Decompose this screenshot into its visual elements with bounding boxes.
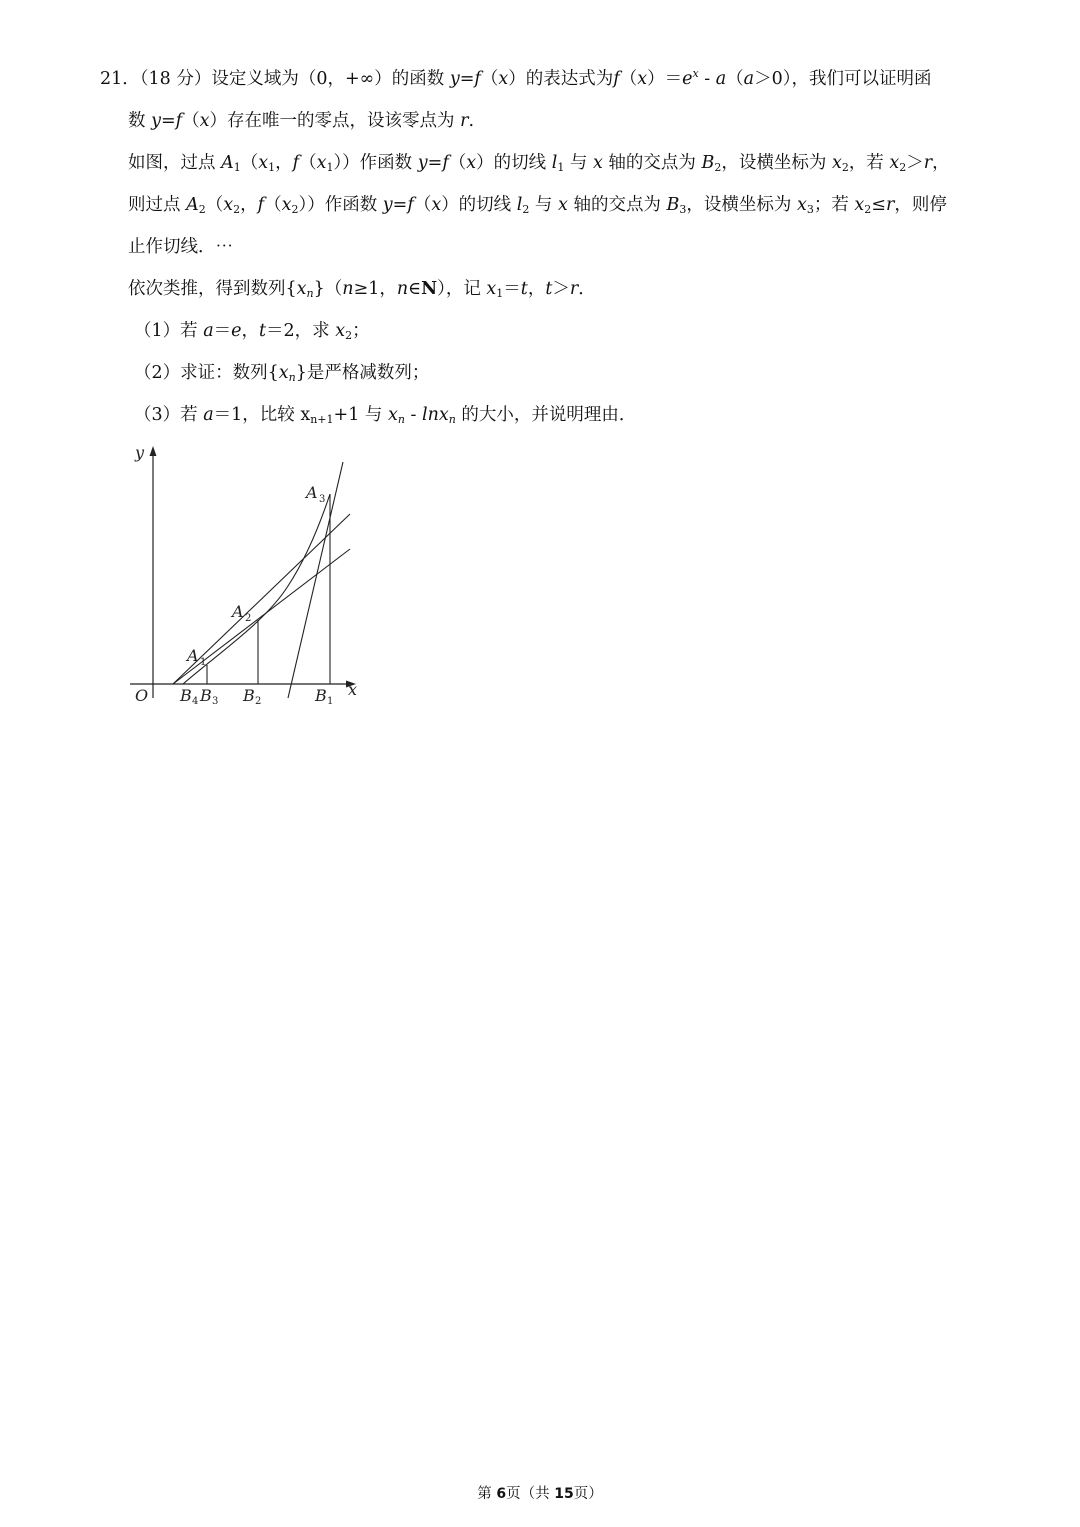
question-line-3: 如图，过点 $A_1(x_1$，$f(x_1)$）作函数 y=f（x）的切线 $l_1$ 与 x 轴的交点为 $B_2$，设横坐标为 $x_2$，若 $x_2>r$， bbox=[128, 153, 950, 174]
point-label-B4: B bbox=[180, 686, 192, 705]
point-label-A2: A bbox=[232, 602, 244, 621]
svg-text:3: 3 bbox=[319, 494, 326, 505]
tangent-figure bbox=[125, 440, 370, 710]
svg-text:2: 2 bbox=[245, 613, 252, 624]
svg-text:1: 1 bbox=[327, 696, 334, 707]
point-label-A1: A bbox=[187, 646, 199, 665]
part-3: （3）若 a＝1，比较 $x_{n+1}+1$ 与 $x_n - \ln x_n$ 的大小，并说明理由． bbox=[134, 405, 637, 426]
question-score: （18 分） bbox=[139, 69, 212, 89]
point-label-B2: B bbox=[243, 686, 255, 705]
svg-text:2: 2 bbox=[255, 696, 262, 707]
axis-label-x: x bbox=[348, 680, 358, 699]
point-label-B1: B bbox=[315, 686, 327, 705]
svg-text:4: 4 bbox=[192, 696, 199, 707]
question-line-6: 依次类推，得到数列$\{x_n\}(n\ge 1$，n∈N），记 $x_1=t$，t＞r． bbox=[128, 279, 596, 300]
question-line-5: 止作切线．⋯ bbox=[128, 237, 233, 257]
point-label-B3: B bbox=[200, 686, 212, 705]
part-1: （1）若 a＝e，t＝2，求 $x_2$； bbox=[134, 321, 370, 342]
svg-text:1: 1 bbox=[200, 657, 207, 668]
point-label-A3: A bbox=[306, 483, 318, 502]
question-line-2: 数 y=f（x）存在唯一的零点，设该零点为 r. bbox=[128, 111, 475, 131]
page-footer: 第 6页（共 15页） bbox=[477, 1486, 603, 1502]
question-line-1: 21．（18 分）设定义域为（0，+∞）的函数 y=f（x）的表达式为$f(x)=e^x - a(a>0)$，我们可以证明函 bbox=[100, 67, 932, 89]
page-total: 15 bbox=[554, 1486, 574, 1502]
question-number: 21． bbox=[100, 69, 140, 89]
y-axis-arrow bbox=[150, 446, 157, 456]
origin-label: O bbox=[135, 686, 149, 705]
axis-label-y: y bbox=[135, 443, 145, 462]
function-curve bbox=[183, 494, 330, 684]
question-21 bbox=[100, 58, 980, 436]
part-2: （2）求证：数列$\{x_n\}$是严格减数列； bbox=[134, 363, 430, 384]
question-line-4: 则过点 $A_2(x_2$，$f(x_2)$）作函数 y=f（x）的切线 $l_2$ 与 x 轴的交点为 $B_3$，设横坐标为 $x_3$；若 $x_2\le r$，则停 bbox=[128, 195, 947, 216]
svg-text:3: 3 bbox=[212, 696, 219, 707]
page-number: 6 bbox=[496, 1486, 507, 1502]
